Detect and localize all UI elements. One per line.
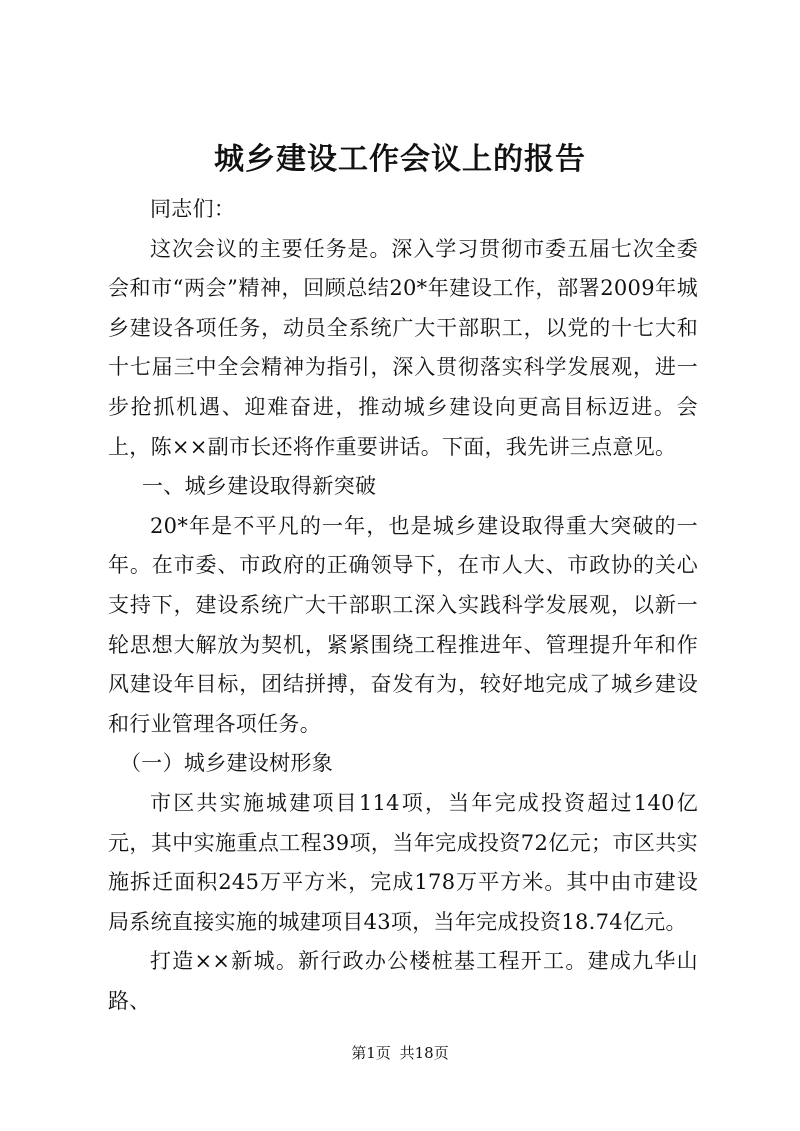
paragraph-new-city: 打造××新城。新行政办公楼桩基工程开工。建成九华山路、 (108, 949, 698, 1013)
paragraph-summary: 20*年是不平凡的一年，也是城乡建设取得重大突破的一年。在市委、市政府的正确领导下，在市人大、市政协的关心支持下，建设系统广大干部职工深入实践科学发展观，以新一轮思想大解放为契机，紧紧围绕工程推进年、管理提升年和作风建设年目标，团结拼搏，奋发有为，较好地完成了城乡建设和行业管理各项任务。 (108, 513, 698, 736)
document-body (108, 190, 698, 1021)
paragraph-intro: 这次会议的主要任务是。深入学习贯彻市委五届七次全委会和市“两会”精神，回顾总结20*年建设工作，部署2009年城乡建设各项任务，动员全系统广大干部职工，以党的十七大和十七届三中全会精神为指引，深入贯彻落实科学发展观，进一步抢抓机遇、迎难奋进，推动城乡建设向更高目标迈进。会上，陈××副市长还将作重要讲话。下面，我先讲三点意见。 (108, 236, 698, 459)
page-footer (0, 1042, 800, 1064)
subsection-heading: （一）城乡建设树形象 (120, 751, 333, 776)
salutation: 同志们： (150, 197, 236, 221)
paragraph-investment: 市区共实施城建项目114项，当年完成投资超过140亿元，其中实施重点工程39项，当年完成投资72亿元；市区共实施拆迁面积245万平方米，完成178万平方米。其中由市建设局系统直接实施的城建项目43项，当年完成投资18.74亿元。 (108, 790, 698, 934)
page-number: 第1页 (351, 1044, 391, 1062)
section-heading: 一、城乡建设取得新突破 (142, 474, 377, 499)
document-title: 城乡建设工作会议上的报告 (214, 142, 586, 177)
page-total: 共18页 (399, 1044, 449, 1062)
